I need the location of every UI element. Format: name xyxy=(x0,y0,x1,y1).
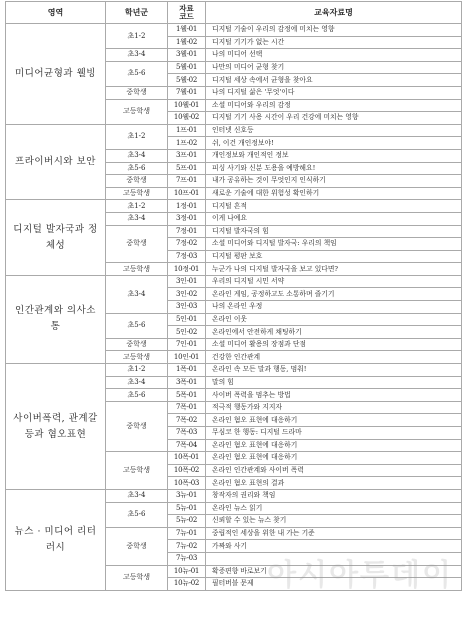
grade-cell: 초1-2 xyxy=(106,24,168,49)
code-cell: 1웰-02 xyxy=(168,36,206,49)
title-cell: 소셜 미디어 활용의 장점과 단점 xyxy=(206,338,462,351)
title-cell: 온라인 이웃 xyxy=(206,313,462,326)
code-cell: 5인-02 xyxy=(168,326,206,339)
grade-cell: 중학생 xyxy=(106,175,168,188)
title-cell: 온라인 뉴스 읽기 xyxy=(206,502,462,515)
table-row xyxy=(6,364,462,377)
code-cell: 5프-01 xyxy=(168,162,206,175)
title-cell: 말의 힘 xyxy=(206,376,462,389)
code-cell: 10폭-02 xyxy=(168,464,206,477)
grade-cell: 고등학생 xyxy=(106,351,168,364)
code-cell: 7인-01 xyxy=(168,338,206,351)
title-cell: 건강한 인간관계 xyxy=(206,351,462,364)
code-cell: 10뉴-01 xyxy=(168,565,206,578)
table-body xyxy=(6,24,462,591)
title-cell: 디지털 평판 보호 xyxy=(206,250,462,263)
code-cell: 1웰-01 xyxy=(168,24,206,37)
code-cell: 3웰-01 xyxy=(168,49,206,62)
title-cell: 새로운 기술에 대한 위험성 확인하기 xyxy=(206,187,462,200)
table-header-row xyxy=(6,2,462,24)
title-cell: 온라인 혐오 표현에 대응하기 xyxy=(206,439,462,452)
table-row xyxy=(6,489,462,502)
title-cell: 디지털 기술이 우리의 감정에 미치는 영향 xyxy=(206,24,462,37)
title-cell: 쉬, 이건 개인정보야! xyxy=(206,137,462,150)
code-cell: 7폭-01 xyxy=(168,401,206,414)
code-cell: 10웰-01 xyxy=(168,99,206,112)
code-cell: 5인-01 xyxy=(168,313,206,326)
title-cell: 나의 디지털 삶은 '무엇'이다 xyxy=(206,86,462,99)
code-cell: 10웰-02 xyxy=(168,112,206,125)
code-cell: 5폭-01 xyxy=(168,389,206,402)
area-cell: 뉴스 · 미디어 리터러시 xyxy=(6,489,106,590)
code-cell: 5웰-01 xyxy=(168,61,206,74)
title-cell: 디지털 기기 사용 시간이 우리 건강에 미치는 영향 xyxy=(206,112,462,125)
grade-cell: 초3-4 xyxy=(106,376,168,389)
code-cell: 10뉴-02 xyxy=(168,578,206,591)
title-cell: 디지털 세상 속에서 균형을 찾아요 xyxy=(206,74,462,87)
code-cell: 3뉴-01 xyxy=(168,489,206,502)
title-cell: 개인정보와 개인적인 정보 xyxy=(206,149,462,162)
title-cell: 나의 미디어 선택 xyxy=(206,49,462,62)
area-cell: 사이버폭력, 관계갈등과 혐오표현 xyxy=(6,364,106,490)
title-cell: 온라인 속 모든 말과 행동, 멈춰! xyxy=(206,364,462,377)
title-cell: 온라인에서 안전하게 채팅하기 xyxy=(206,326,462,339)
header-area: 영역 xyxy=(6,2,106,24)
title-cell: 디지털 기기가 없는 시간 xyxy=(206,36,462,49)
code-cell: 5웰-02 xyxy=(168,74,206,87)
title-cell: 디지털 발자국의 힘 xyxy=(206,225,462,238)
grade-cell: 중학생 xyxy=(106,86,168,99)
grade-cell: 초3-4 xyxy=(106,49,168,62)
code-cell: 3인-03 xyxy=(168,301,206,314)
code-cell: 1프-02 xyxy=(168,137,206,150)
code-cell: 7정-03 xyxy=(168,250,206,263)
grade-cell: 고등학생 xyxy=(106,565,168,590)
grade-cell: 중학생 xyxy=(106,225,168,263)
grade-cell: 고등학생 xyxy=(106,452,168,490)
grade-cell: 중학생 xyxy=(106,338,168,351)
code-cell: 7폭-04 xyxy=(168,439,206,452)
title-cell: 우리의 디지털 시민 서약 xyxy=(206,275,462,288)
code-cell: 10폭-01 xyxy=(168,452,206,465)
area-cell: 인간관계와 의사소통 xyxy=(6,275,106,363)
grade-cell: 초3-4 xyxy=(106,489,168,502)
watermark-logo: 아시아투데이 xyxy=(267,558,453,593)
grade-cell: 초5-6 xyxy=(106,389,168,402)
code-cell: 3프-01 xyxy=(168,149,206,162)
curriculum-table-document xyxy=(5,1,461,617)
title-cell: 누군가 나의 디지털 발자국을 보고 있다면? xyxy=(206,263,462,276)
title-cell: 디지털 흔적 xyxy=(206,200,462,213)
table-row xyxy=(6,24,462,37)
header-title: 교육자료명 xyxy=(206,2,462,24)
grade-cell: 초5-6 xyxy=(106,313,168,338)
code-cell: 1정-01 xyxy=(168,200,206,213)
grade-cell: 초5-6 xyxy=(106,502,168,527)
title-cell: 나만의 미디어 균형 찾기 xyxy=(206,61,462,74)
title-cell: 필터버블 문제 xyxy=(206,578,462,591)
grade-cell: 초1-2 xyxy=(106,364,168,377)
grade-cell: 중학생 xyxy=(106,527,168,565)
code-cell: 1폭-01 xyxy=(168,364,206,377)
code-cell: 7뉴-02 xyxy=(168,540,206,553)
code-cell: 3폭-01 xyxy=(168,376,206,389)
code-cell: 7프-01 xyxy=(168,175,206,188)
title-cell: 사이버 폭력을 멈추는 방법 xyxy=(206,389,462,402)
code-cell: 7웰-01 xyxy=(168,86,206,99)
header-grade: 학년군 xyxy=(106,2,168,24)
grade-cell: 초3-4 xyxy=(106,212,168,225)
table-row xyxy=(6,275,462,288)
title-cell: 소셜 미디어와 디지털 발자국: 우리의 책임 xyxy=(206,238,462,251)
header-code: 자료 코드 xyxy=(168,2,206,24)
curriculum-table xyxy=(5,1,462,591)
grade-cell: 초5-6 xyxy=(106,61,168,86)
title-cell: 온라인 혐오 표현에 대응하기 xyxy=(206,452,462,465)
code-cell: 7폭-02 xyxy=(168,414,206,427)
title-cell: 온라인 혐오 표현에 대응하기 xyxy=(206,414,462,427)
area-cell: 미디어균형과 웰빙 xyxy=(6,24,106,125)
table-row xyxy=(6,200,462,213)
grade-cell: 고등학생 xyxy=(106,99,168,124)
code-cell: 5뉴-02 xyxy=(168,515,206,528)
title-cell: 확증편향 바로보기 xyxy=(206,565,462,578)
title-cell: 이게 나예요 xyxy=(206,212,462,225)
code-cell: 5뉴-01 xyxy=(168,502,206,515)
grade-cell: 고등학생 xyxy=(106,263,168,276)
code-cell: 10폭-03 xyxy=(168,477,206,490)
title-cell: 소셜 미디어와 우리의 감정 xyxy=(206,99,462,112)
title-cell: 피싱 사기와 신분 도용을 예방해요! xyxy=(206,162,462,175)
grade-cell: 고등학생 xyxy=(106,187,168,200)
code-cell: 3인-02 xyxy=(168,288,206,301)
title-cell: 온라인 혐오 표현의 결과 xyxy=(206,477,462,490)
grade-cell: 초1-2 xyxy=(106,124,168,149)
title-cell: 가짜와 사기 xyxy=(206,540,462,553)
code-cell: 1프-01 xyxy=(168,124,206,137)
grade-cell: 초3-4 xyxy=(106,149,168,162)
title-cell: 온라인 인간관계와 사이버 폭력 xyxy=(206,464,462,477)
title-cell: 무심코 한 행동: 디지털 드라마 xyxy=(206,427,462,440)
code-cell: 7폭-03 xyxy=(168,427,206,440)
code-cell: 7정-02 xyxy=(168,238,206,251)
grade-cell: 초3-4 xyxy=(106,275,168,313)
title-cell: 중립적인 세상을 위한 내 가는 기준 xyxy=(206,527,462,540)
grade-cell: 초5-6 xyxy=(106,162,168,175)
code-cell: 7뉴-03 xyxy=(168,552,206,565)
code-cell: 10프-01 xyxy=(168,187,206,200)
code-cell: 10정-01 xyxy=(168,263,206,276)
code-cell: 3정-01 xyxy=(168,212,206,225)
area-cell: 디지털 발자국과 정체성 xyxy=(6,200,106,276)
title-cell: 신뢰할 수 있는 뉴스 찾기 xyxy=(206,515,462,528)
title-cell: 나의 온라인 우정 xyxy=(206,301,462,314)
grade-cell: 초1-2 xyxy=(106,200,168,213)
table-row xyxy=(6,124,462,137)
code-cell: 7정-01 xyxy=(168,225,206,238)
title-cell: 온라인 게임, 공정하고도 소통하며 즐기기 xyxy=(206,288,462,301)
title-cell: 내가 공유하는 것이 무엇인지 인식하기 xyxy=(206,175,462,188)
code-cell: 7뉴-01 xyxy=(168,527,206,540)
title-cell: 창작자의 권리와 책임 xyxy=(206,489,462,502)
code-cell: 3인-01 xyxy=(168,275,206,288)
grade-cell: 중학생 xyxy=(106,401,168,451)
area-cell: 프라이버시와 보안 xyxy=(6,124,106,200)
title-cell: 인터넷 신호등 xyxy=(206,124,462,137)
code-cell: 10인-01 xyxy=(168,351,206,364)
title-cell: 적극적 행동가와 지지자 xyxy=(206,401,462,414)
